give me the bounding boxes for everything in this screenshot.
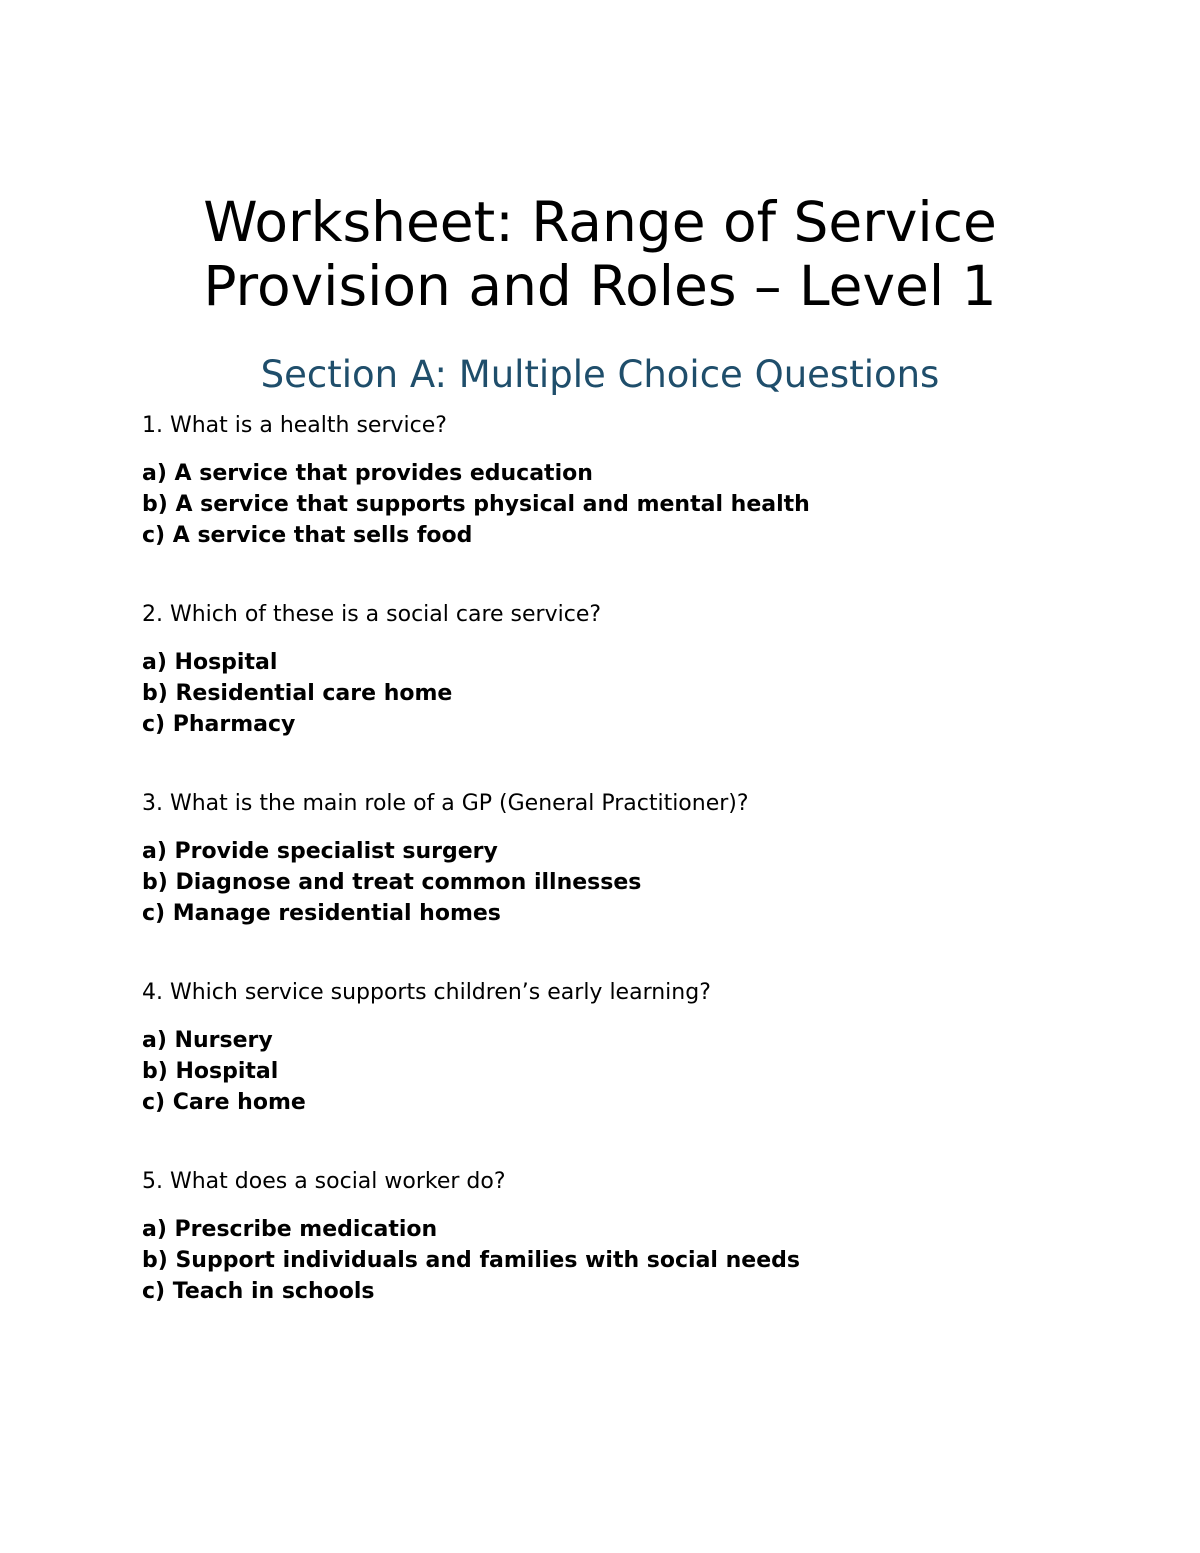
option-a: a) A service that provides education bbox=[142, 461, 593, 486]
option-c: c) Manage residential homes bbox=[142, 901, 501, 926]
option-a: a) Provide specialist surgery bbox=[142, 839, 498, 864]
question-1 bbox=[142, 410, 1102, 599]
question-text: 1. What is a health service? bbox=[142, 413, 447, 438]
question-3 bbox=[142, 788, 1102, 977]
option-b: b) A service that supports physical and mental health bbox=[142, 492, 810, 517]
option-list bbox=[142, 647, 1102, 740]
option-a: a) Hospital bbox=[142, 650, 278, 675]
question-2 bbox=[142, 599, 1102, 788]
option-b: b) Diagnose and treat common illnesses bbox=[142, 870, 642, 895]
option-list bbox=[142, 1214, 1102, 1307]
worksheet-title bbox=[0, 190, 1200, 318]
option-list bbox=[142, 1025, 1102, 1118]
question-text: 5. What does a social worker do? bbox=[142, 1169, 506, 1194]
option-c: c) Care home bbox=[142, 1090, 306, 1115]
option-b: b) Residential care home bbox=[142, 681, 453, 706]
title-line-2: Provision and Roles – Level 1 bbox=[203, 254, 997, 318]
option-c: c) A service that sells food bbox=[142, 523, 473, 548]
option-list bbox=[142, 836, 1102, 929]
option-a: a) Prescribe medication bbox=[142, 1217, 438, 1242]
option-a: a) Nursery bbox=[142, 1028, 273, 1053]
question-4 bbox=[142, 977, 1102, 1166]
title-line-1: Worksheet: Range of Service bbox=[203, 190, 997, 254]
question-text: 3. What is the main role of a GP (General Practitioner)? bbox=[142, 791, 749, 816]
question-text: 2. Which of these is a social care service? bbox=[142, 602, 602, 627]
option-c: c) Teach in schools bbox=[142, 1279, 375, 1304]
question-text: 4. Which service supports children’s early learning? bbox=[142, 980, 711, 1005]
option-list bbox=[142, 458, 1102, 551]
section-heading: Section A: Multiple Choice Questions bbox=[260, 353, 940, 396]
option-c: c) Pharmacy bbox=[142, 712, 296, 737]
option-b: b) Hospital bbox=[142, 1059, 279, 1084]
option-b: b) Support individuals and families with social needs bbox=[142, 1248, 800, 1273]
question-list bbox=[142, 410, 1102, 1355]
question-5 bbox=[142, 1166, 1102, 1355]
